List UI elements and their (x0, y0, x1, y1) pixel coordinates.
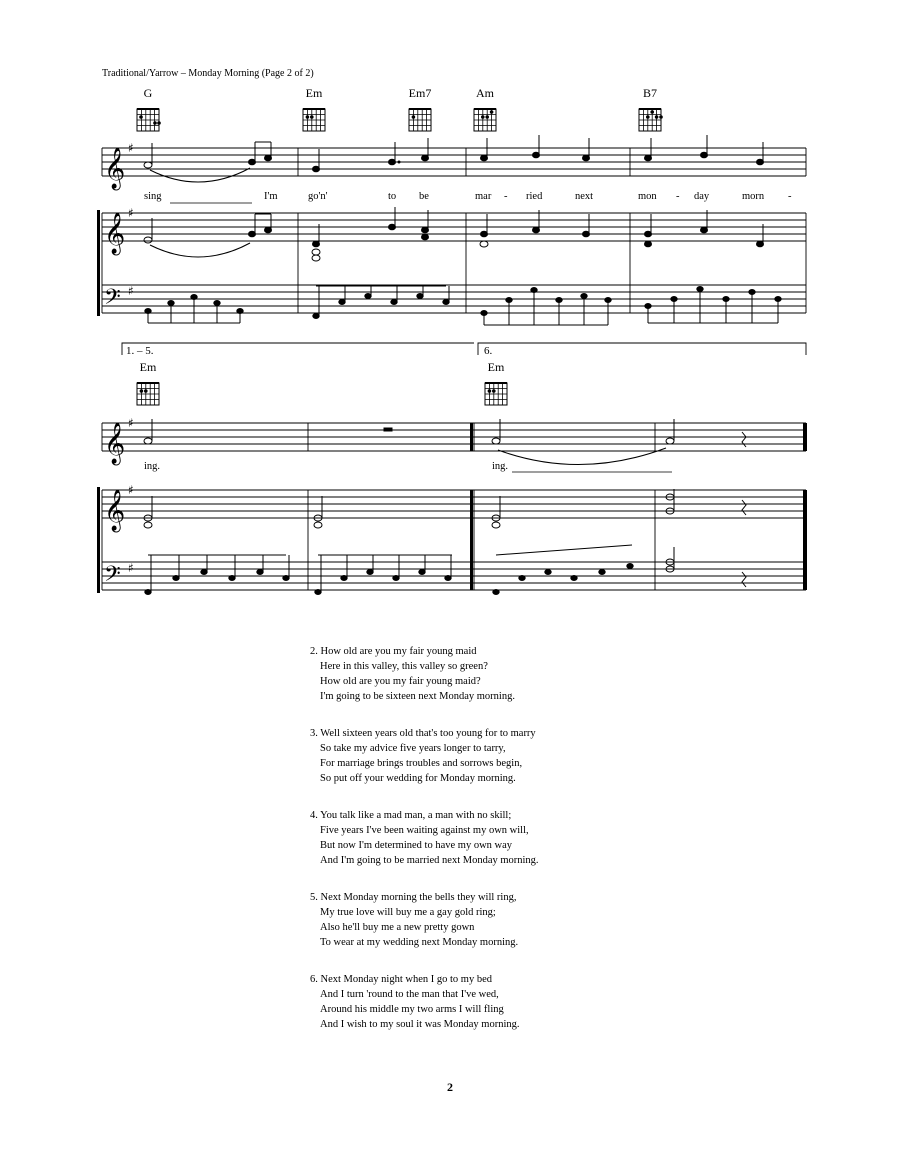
chord-name: B7 (642, 86, 657, 100)
verse-line: 3. Well sixteen years old that's too young for to marry (310, 728, 536, 739)
lyric-syllable: I'm (264, 191, 278, 202)
svg-text:♯: ♯ (128, 561, 134, 575)
verse-2 (310, 644, 539, 704)
verse-3 (310, 726, 539, 786)
chord-name: Em7 (408, 86, 432, 100)
svg-text:♯: ♯ (128, 141, 134, 155)
svg-text:𝄞: 𝄞 (104, 213, 126, 254)
verse-4 (310, 808, 539, 868)
vocal-staff-2 (102, 423, 806, 451)
chord-name: Am (476, 86, 494, 100)
lyric-syllable: - (676, 191, 680, 202)
lyric-syllable: be (419, 191, 429, 202)
lyric-syllable: mon (638, 191, 657, 202)
verse-line: I'm going to be sixteen next Monday morning. (320, 691, 515, 702)
lyric-syllable: - (504, 191, 508, 202)
chord-name: Em (305, 86, 323, 100)
chord-name: Em (487, 360, 505, 374)
lyric-syllable: ing. (144, 461, 161, 472)
verse-line: 6. Next Monday night when I go to my bed (310, 974, 492, 985)
verse-line: 4. You talk like a mad man, a man with no skill; (310, 810, 512, 821)
vocal-staff-1 (102, 148, 806, 176)
page-number: 2 (447, 1080, 453, 1094)
chord-name: G (143, 86, 153, 100)
lyric-syllable: to (388, 191, 397, 202)
verse-line: To wear at my wedding next Monday morning. (320, 937, 519, 948)
svg-text:𝄢: 𝄢 (104, 285, 121, 315)
svg-text:♯: ♯ (128, 284, 134, 298)
lyric-syllable: next (575, 191, 594, 202)
lyric-syllable: sing (144, 191, 162, 202)
verse-line: Also he'll buy me a new pretty gown (320, 922, 475, 933)
lyric-syllable: day (694, 191, 710, 202)
second-ending-label: 6. (484, 345, 493, 357)
verse-5 (310, 890, 539, 950)
verse-line: Around his middle my two arms I will fling (320, 1004, 504, 1015)
chord-name: Em (139, 360, 157, 374)
piano-treble-staff-2 (102, 490, 806, 518)
lyric-syllable: - (788, 191, 792, 202)
lyric-syllable: morn (742, 191, 765, 202)
lyric-syllable: mar (475, 191, 492, 202)
svg-text:♯: ♯ (128, 416, 134, 430)
svg-text:𝄞: 𝄞 (104, 148, 126, 189)
page-header: Traditional/Yarrow – Monday Morning (Page 2 of 2) (102, 68, 314, 79)
verse-line: But now I'm determined to have my own way (320, 840, 513, 851)
verse-line: How old are you my fair young maid? (320, 676, 481, 687)
lyric-syllable: ing. (492, 461, 509, 472)
svg-text:𝄢: 𝄢 (104, 562, 121, 592)
verse-line: Five years I've been waiting against my own will, (320, 825, 529, 836)
piano-treble-staff-1 (102, 213, 806, 241)
verse-line: So take my advice five years longer to tarry, (320, 743, 506, 754)
svg-text:𝄞: 𝄞 (104, 490, 126, 531)
verse-line: Here in this valley, this valley so green? (320, 661, 488, 672)
first-ending-label: 1. – 5. (126, 345, 154, 357)
verse-line: So put off your wedding for Monday morning. (320, 773, 516, 784)
verse-line: My true love will buy me a gay gold ring; (320, 907, 496, 918)
verse-line: And I turn 'round to the man that I've wed, (320, 989, 499, 1000)
verse-line: And I'm going to be married next Monday morning. (320, 855, 539, 866)
piano-bass-staff-2 (102, 490, 806, 590)
verse-line: And I wish to my soul it was Monday morning. (320, 1019, 520, 1030)
lyric-syllable: ried (526, 191, 543, 202)
lyric-syllable: go'n' (308, 191, 328, 202)
svg-text:♯: ♯ (128, 206, 134, 220)
svg-text:𝄞: 𝄞 (104, 423, 126, 464)
svg-text:♯: ♯ (128, 483, 134, 497)
verse-6 (310, 972, 539, 1032)
verse-line: 2. How old are you my fair young maid (310, 646, 477, 657)
additional-verses (310, 644, 539, 1054)
verse-line: 5. Next Monday morning the bells they will ring, (310, 892, 517, 903)
verse-line: For marriage brings troubles and sorrows begin, (320, 758, 523, 769)
